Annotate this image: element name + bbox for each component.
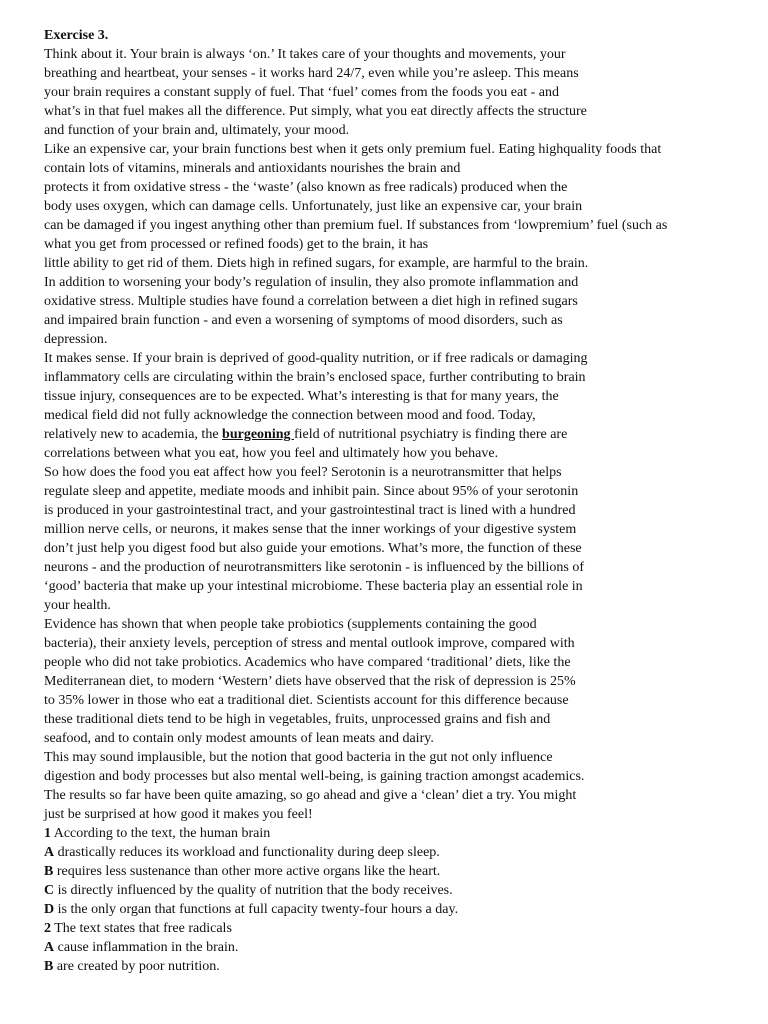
text-line: So how does the food you eat affect how you feel? Serotonin is a neurotransmitter that helps — [44, 465, 562, 480]
option-letter: B — [44, 959, 54, 974]
text-line: ‘good’ bacteria that make up your intestinal microbiome. These bacteria play an essential role in — [44, 579, 583, 594]
text-line: Like an expensive car, your brain functions best when it gets only premium fuel. Eating highquality foods that — [44, 142, 662, 157]
option-letter: D — [44, 902, 55, 917]
text-line: Think about it. Your brain is always ‘on.’ It takes care of your thoughts and movements, your — [44, 47, 566, 62]
burgeoning-line — [44, 425, 734, 444]
passage-part-2 — [44, 444, 734, 824]
option-text: cause inflammation in the brain. — [54, 940, 239, 955]
text-line: seafood, and to contain only modest amounts of lean meats and dairy. — [44, 731, 434, 746]
question-number: 1 — [44, 826, 51, 841]
answer-option-a — [44, 938, 734, 957]
text-segment: relatively new to academia, the — [44, 427, 223, 442]
answer-option-b — [44, 862, 734, 881]
text-line: correlations between what you eat, how you feel and ultimately how you behave. — [44, 446, 499, 461]
question-text: The text states that free radicals — [51, 921, 232, 936]
text-line: to 35% lower in those who eat a traditional diet. Scientists account for this difference because — [44, 693, 569, 708]
highlighted-word: burgeoning — [222, 427, 294, 442]
text-line: million nerve cells, or neurons, it makes sense that the inner workings of your digestive system — [44, 522, 577, 537]
option-letter: B — [44, 864, 54, 879]
text-line: can be damaged if you ingest anything other than premium fuel. If substances from ‘lowpremium’ fuel (such as — [44, 218, 668, 233]
text-line: your brain requires a constant supply of fuel. That ‘fuel’ comes from the foods you eat - and — [44, 85, 559, 100]
text-line: tissue injury, consequences are to be expected. What’s interesting is that for many years, the — [44, 389, 559, 404]
text-line: neurons - and the production of neurotransmitters like serotonin - is influenced by the billions of — [44, 560, 585, 575]
answer-option-c — [44, 881, 734, 900]
question-stem — [44, 919, 734, 938]
answer-option-d — [44, 900, 734, 919]
text-line: This may sound implausible, but the notion that good bacteria in the gut not only influence — [44, 750, 553, 765]
question-text: According to the text, the human brain — [51, 826, 271, 841]
option-text: is the only organ that functions at full capacity twenty-four hours a day. — [54, 902, 459, 917]
text-segment: field of nutritional psychiatry is finding there are — [294, 427, 568, 442]
text-line: what you get from processed or refined foods) get to the brain, it has — [44, 237, 429, 252]
text-line: just be surprised at how good it makes you feel! — [44, 807, 313, 822]
text-line: and function of your brain and, ultimately, your mood. — [44, 123, 350, 138]
passage-part-1 — [44, 45, 734, 425]
text-line: inflammatory cells are circulating within the brain’s enclosed space, further contributing to brain — [44, 370, 586, 385]
text-line: people who did not take probiotics. Academics who have compared ‘traditional’ diets, like the — [44, 655, 571, 670]
text-line: what’s in that fuel makes all the difference. Put simply, what you eat directly affects the structure — [44, 104, 587, 119]
text-line: don’t just help you digest food but also guide your emotions. What’s more, the function of these — [44, 541, 582, 556]
question-1 — [44, 824, 734, 919]
question-2 — [44, 919, 734, 976]
option-text: drastically reduces its workload and functionality during deep sleep. — [54, 845, 440, 860]
text-line: Evidence has shown that when people take probiotics (supplements containing the good — [44, 617, 537, 632]
text-line: In addition to worsening your body’s regulation of insulin, they also promote inflammation and — [44, 275, 579, 290]
exercise-title: Exercise 3. — [44, 28, 109, 43]
text-line: body uses oxygen, which can damage cells. Unfortunately, just like an expensive car, your brain — [44, 199, 583, 214]
text-line: breathing and heartbeat, your senses - it works hard 24/7, even while you’re asleep. This means — [44, 66, 579, 81]
text-line: little ability to get rid of them. Diets high in refined sugars, for example, are harmful to the brain. — [44, 256, 589, 271]
text-line: regulate sleep and appetite, mediate moods and inhibit pain. Since about 95% of your serotonin — [44, 484, 579, 499]
text-line: Mediterranean diet, to modern ‘Western’ diets have observed that the risk of depression is 25% — [44, 674, 576, 689]
option-letter: C — [44, 883, 55, 898]
answer-option-a — [44, 843, 734, 862]
text-line: your health. — [44, 598, 111, 613]
text-line: and impaired brain function - and even a worsening of symptoms of mood disorders, such as — [44, 313, 563, 328]
text-line: is produced in your gastrointestinal tract, and your gastrointestinal tract is lined with a hundred — [44, 503, 576, 518]
document-page — [44, 26, 734, 976]
text-line: The results so far have been quite amazing, so go ahead and give a ‘clean’ diet a try. You might — [44, 788, 577, 803]
option-text: are created by poor nutrition. — [53, 959, 220, 974]
option-letter: A — [44, 845, 55, 860]
answer-option-b — [44, 957, 734, 976]
text-line: It makes sense. If your brain is deprived of good-quality nutrition, or if free radicals or damaging — [44, 351, 588, 366]
text-line: contain lots of vitamins, minerals and antioxidants nourishes the brain and — [44, 161, 461, 176]
option-letter: A — [44, 940, 55, 955]
text-line: oxidative stress. Multiple studies have found a correlation between a diet high in refined sugars — [44, 294, 578, 309]
option-text: requires less sustenance than other more active organs like the heart. — [53, 864, 441, 879]
question-stem — [44, 824, 734, 843]
text-line: digestion and body processes but also mental well-being, is gaining traction amongst academics. — [44, 769, 585, 784]
text-line: these traditional diets tend to be high in vegetables, fruits, unprocessed grains and fish and — [44, 712, 551, 727]
text-line: protects it from oxidative stress - the ‘waste’ (also known as free radicals) produced when the — [44, 180, 568, 195]
option-text: is directly influenced by the quality of nutrition that the body receives. — [54, 883, 453, 898]
text-line: bacteria), their anxiety levels, perception of stress and mental outlook improve, compared with — [44, 636, 575, 651]
text-line: medical field did not fully acknowledge the connection between mood and food. Today, — [44, 408, 536, 423]
question-number: 2 — [44, 921, 51, 936]
text-line: depression. — [44, 332, 108, 347]
